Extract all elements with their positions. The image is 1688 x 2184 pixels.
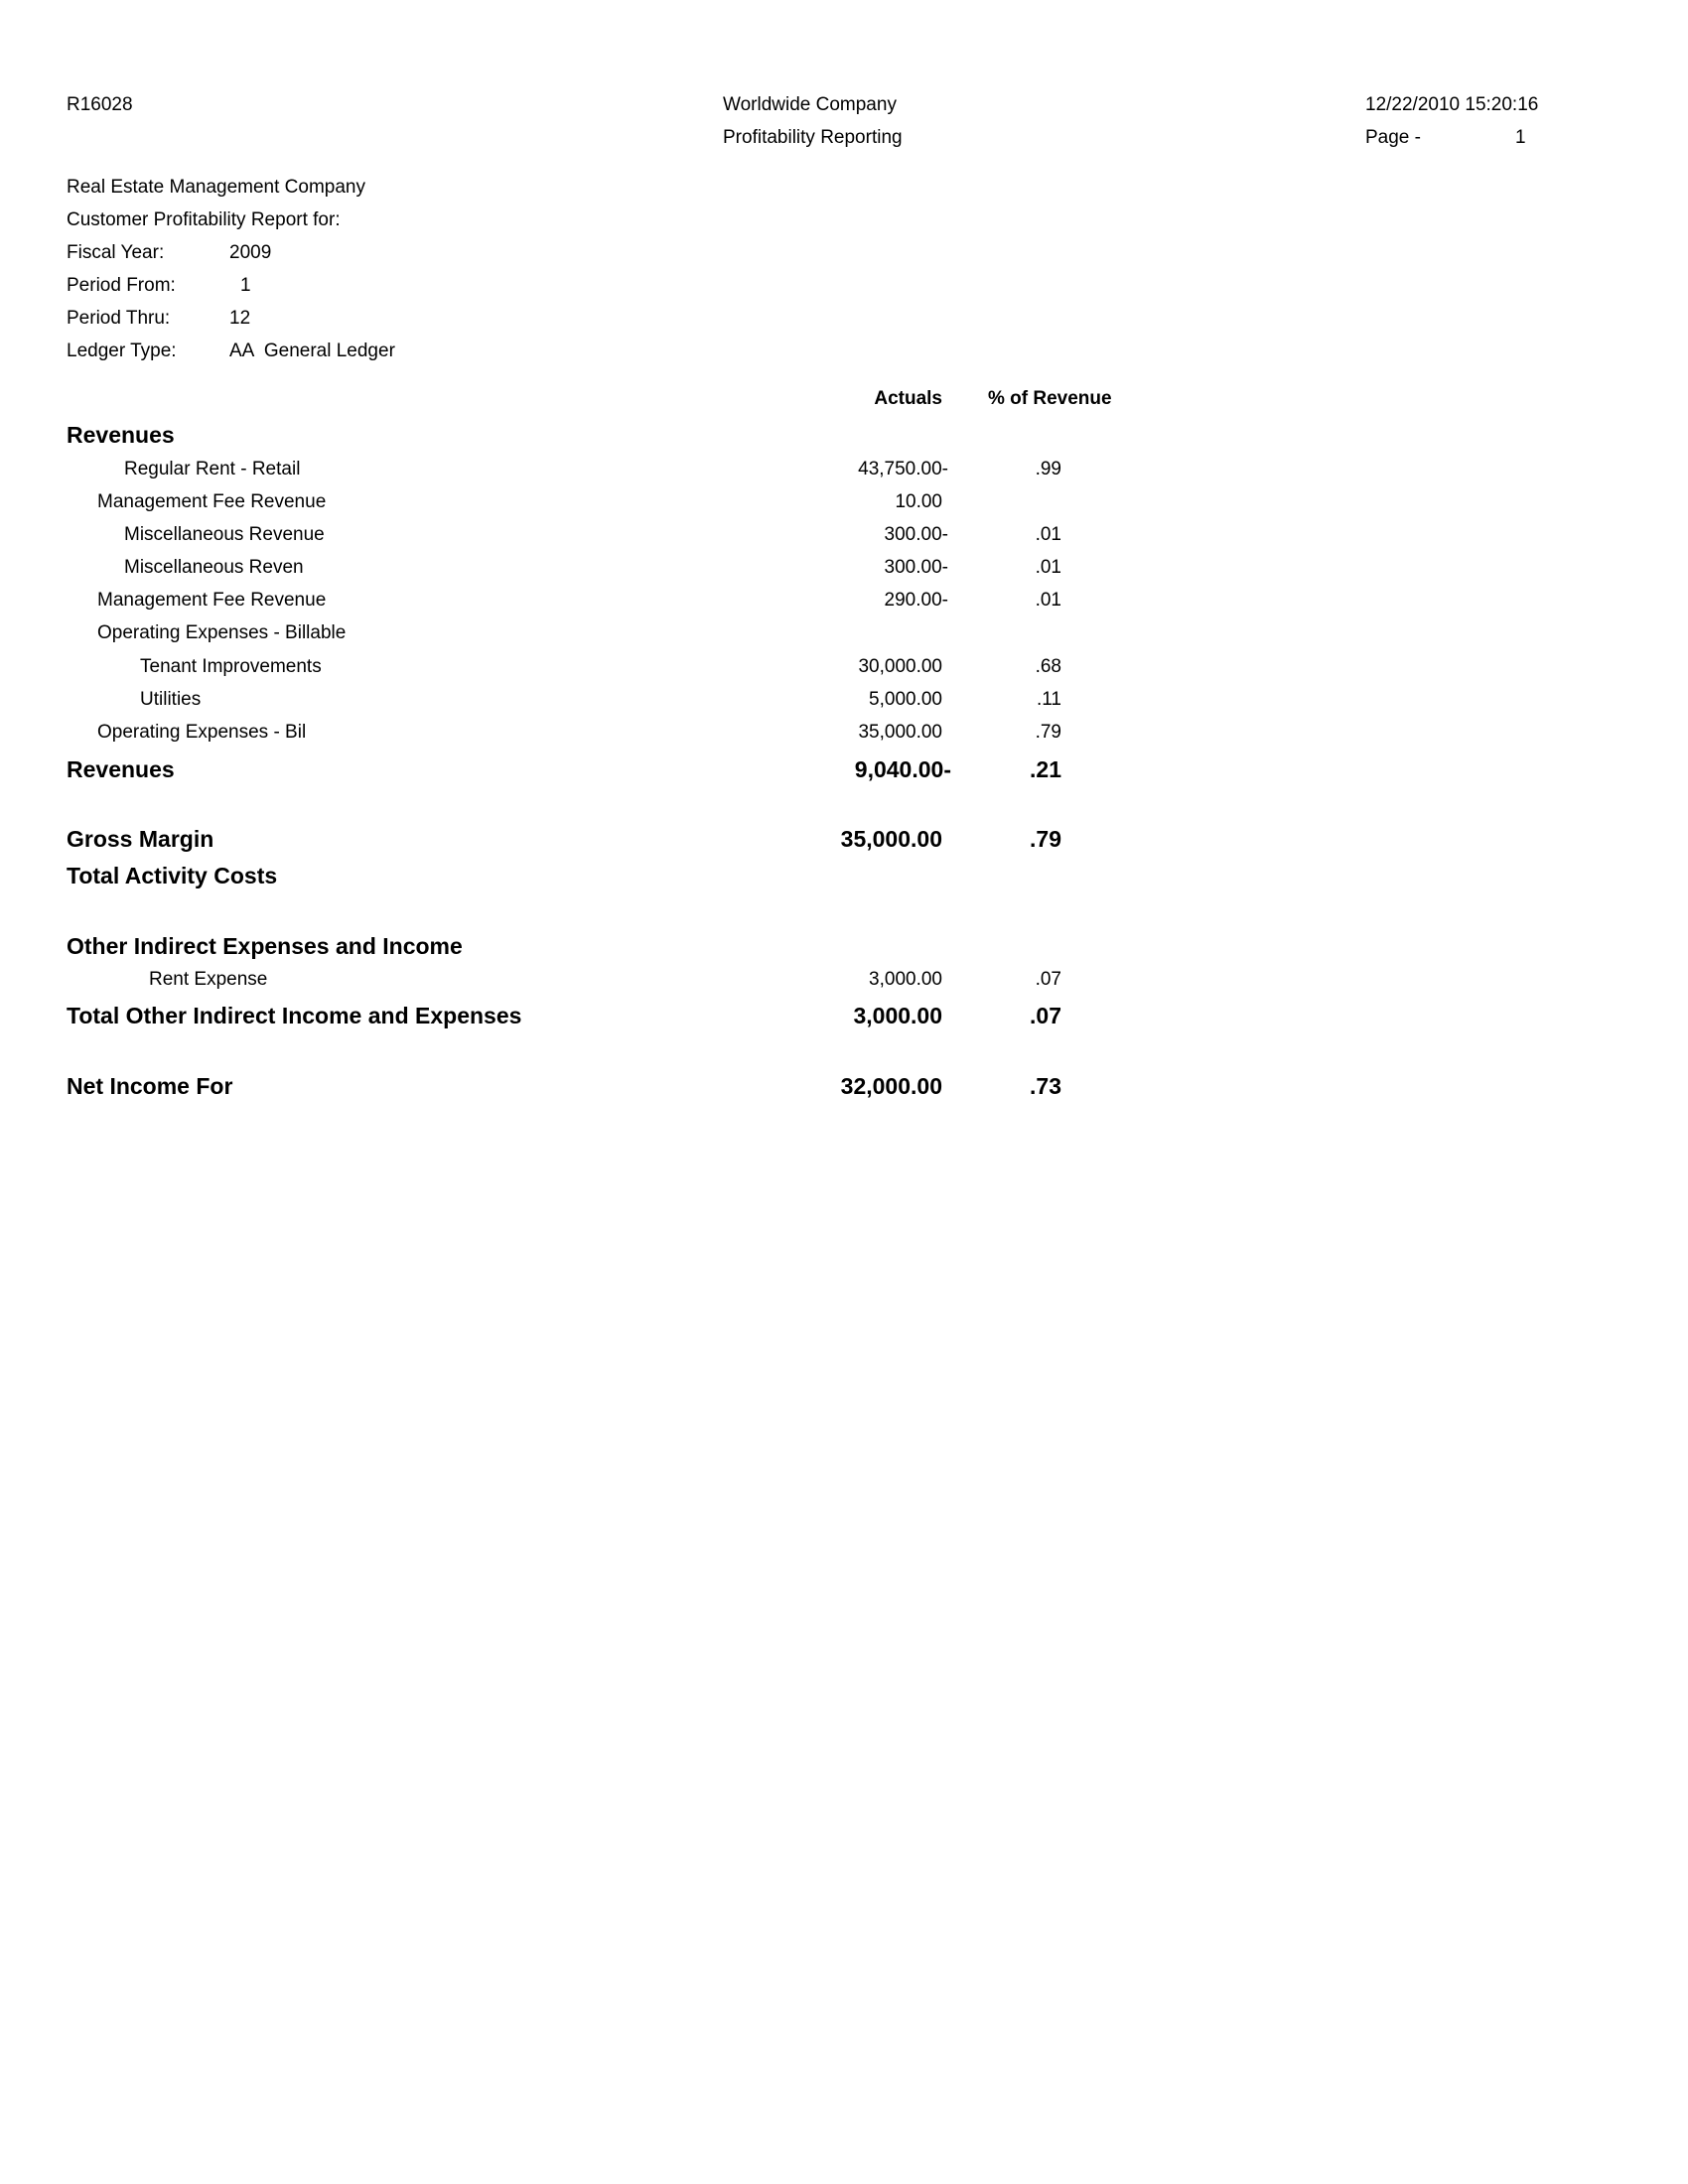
net-income-pct: .73: [1030, 1073, 1061, 1099]
line-item-pct: .07: [1035, 969, 1061, 990]
line-item-label: Operating Expenses - Billable: [97, 622, 347, 643]
line-item-amount: 300.00-: [884, 557, 948, 578]
line-item-amount: 43,750.00-: [858, 459, 948, 479]
net-income-label: Net Income For: [67, 1073, 233, 1099]
period-thru-label: Period Thru:: [67, 308, 171, 329]
line-item-pct: .01: [1035, 557, 1061, 578]
line-item-label: Management Fee Revenue: [97, 491, 327, 512]
line-item-pct: .01: [1035, 524, 1061, 545]
line-item-amount: 300.00-: [884, 524, 948, 545]
line-item-pct: .11: [1036, 689, 1061, 710]
net-income-amount: 32,000.00: [840, 1073, 942, 1099]
fiscal-year-value: 2009: [229, 242, 272, 263]
page-label: Page -: [1365, 127, 1421, 148]
period-thru-value: 12: [229, 308, 251, 329]
line-item-label: Management Fee Revenue: [97, 590, 327, 611]
period-from-value: 1: [240, 275, 251, 296]
line-item-amount: 30,000.00: [858, 656, 942, 677]
line-item-pct: .79: [1035, 722, 1061, 743]
line-item-label: Miscellaneous Reven: [124, 557, 304, 578]
revenues-heading: Revenues: [67, 422, 175, 448]
line-item-amount: 10.00: [895, 491, 942, 512]
total-activity-costs-label: Total Activity Costs: [67, 863, 278, 888]
line-item-label: Tenant Improvements: [140, 656, 322, 677]
revenues-total-label: Revenues: [67, 756, 175, 782]
col-actuals-header: Actuals: [874, 388, 942, 409]
period-from-label: Period From:: [67, 275, 176, 296]
company-title: Worldwide Company: [723, 94, 897, 115]
line-item-pct: .01: [1035, 590, 1061, 611]
report-title: Profitability Reporting: [723, 127, 903, 148]
line-item-pct: .68: [1035, 656, 1061, 677]
gross-margin-pct: .79: [1030, 826, 1061, 852]
revenues-total-pct: .21: [1030, 756, 1061, 782]
col-pct-revenue-header: % of Revenue: [988, 388, 1112, 409]
line-item-amount: 3,000.00: [869, 969, 942, 990]
ledger-type-value: AA General Ledger: [229, 341, 395, 361]
line-item-label: Utilities: [140, 689, 202, 710]
report-for-label: Customer Profitability Report for:: [67, 209, 341, 230]
revenues-total-amount: 9,040.00-: [854, 756, 951, 782]
report-date-time: 12/22/2010 15:20:16: [1365, 94, 1539, 115]
other-indirect-total-amount: 3,000.00: [853, 1003, 942, 1028]
line-item-label: Rent Expense: [149, 969, 268, 990]
line-item-label: Operating Expenses - Bil: [97, 722, 307, 743]
fiscal-year-label: Fiscal Year:: [67, 242, 165, 263]
page-number: 1: [1515, 127, 1526, 148]
company-name: Real Estate Management Company: [67, 177, 365, 198]
report-id: R16028: [67, 94, 133, 115]
line-item-label: Regular Rent - Retail: [124, 459, 301, 479]
gross-margin-label: Gross Margin: [67, 826, 214, 852]
line-item-label: Miscellaneous Revenue: [124, 524, 325, 545]
other-indirect-total-pct: .07: [1030, 1003, 1061, 1028]
line-item-amount: 35,000.00: [858, 722, 942, 743]
gross-margin-amount: 35,000.00: [840, 826, 942, 852]
ledger-type-label: Ledger Type:: [67, 341, 177, 361]
other-indirect-heading: Other Indirect Expenses and Income: [67, 933, 463, 959]
line-item-pct: .99: [1035, 459, 1061, 479]
other-indirect-total-label: Total Other Indirect Income and Expenses: [67, 1003, 522, 1028]
line-item-amount: 5,000.00: [869, 689, 942, 710]
line-item-amount: 290.00-: [884, 590, 948, 611]
